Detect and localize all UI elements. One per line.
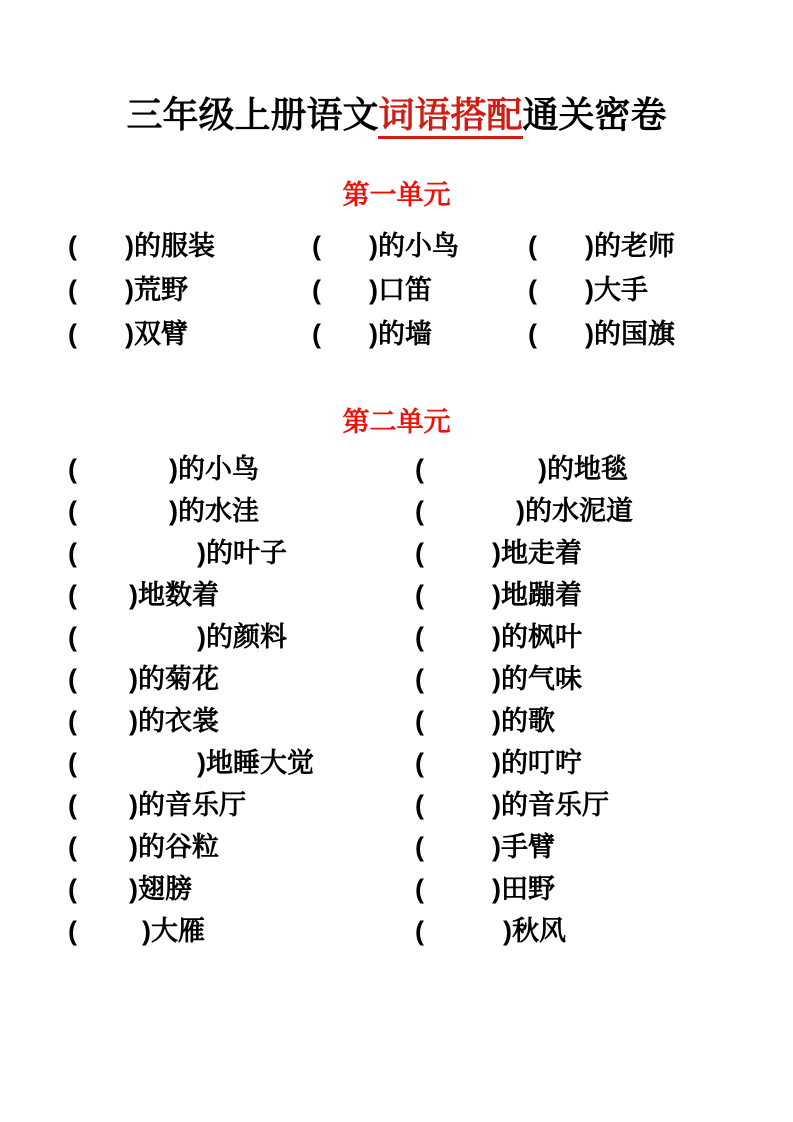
paren-close: ) [492, 874, 501, 905]
blank-item [415, 616, 793, 658]
paren-open: ( [68, 538, 77, 569]
paren-close: ) [492, 580, 501, 611]
paren-open: ( [415, 748, 424, 779]
paren-close: ) [125, 318, 134, 349]
paren-close: ) [369, 318, 378, 349]
paren-open: ( [68, 622, 77, 653]
answer-blank [321, 298, 369, 299]
blank-item [68, 448, 415, 490]
paren-open: ( [68, 832, 77, 863]
paren-open: ( [68, 496, 77, 527]
paren-open: ( [68, 454, 77, 485]
paren-open: ( [68, 874, 77, 905]
paren-open: ( [68, 706, 77, 737]
item-label: 的音乐厅 [138, 790, 246, 821]
paren-open: ( [312, 274, 321, 305]
item-label: 的叮咛 [501, 748, 582, 779]
paren-open: ( [528, 274, 537, 305]
page-title [0, 94, 793, 135]
paren-open: ( [68, 664, 77, 695]
answer-blank [424, 603, 492, 604]
blank-item [528, 224, 793, 268]
unit-1-heading: 第一单元 [342, 180, 451, 211]
paren-close: ) [169, 454, 178, 485]
item-label: 的菊花 [138, 664, 219, 695]
item-label: 田野 [501, 874, 555, 905]
answer-blank [77, 342, 125, 343]
paren-open: ( [528, 318, 537, 349]
answer-blank [424, 687, 492, 688]
item-label: 的衣裳 [138, 706, 219, 737]
paren-close: ) [369, 230, 378, 261]
blank-item [312, 268, 528, 312]
item-label: 的谷粒 [138, 832, 219, 863]
item-label: 的歌 [501, 706, 555, 737]
item-label: 的水泥道 [525, 496, 633, 527]
paren-close: ) [125, 274, 134, 305]
paren-close: ) [197, 622, 206, 653]
item-label: 的老师 [594, 230, 675, 261]
title-prefix: 三年级上册语文 [126, 94, 379, 135]
item-label: 的地毯 [547, 454, 628, 485]
blank-item [68, 312, 312, 356]
paren-close: ) [129, 706, 138, 737]
blank-item [68, 868, 415, 910]
answer-blank [321, 254, 369, 255]
paren-close: ) [492, 538, 501, 569]
item-label: 的枫叶 [501, 622, 582, 653]
paren-open: ( [528, 230, 537, 261]
blank-item [68, 574, 415, 616]
paren-open: ( [68, 916, 77, 947]
paren-open: ( [415, 622, 424, 653]
paren-close: ) [492, 622, 501, 653]
paren-close: ) [169, 496, 178, 527]
paren-close: ) [369, 274, 378, 305]
item-label: 的叶子 [206, 538, 287, 569]
item-label: 大雁 [151, 916, 205, 947]
blank-item [68, 658, 415, 700]
blank-item [415, 910, 793, 952]
blank-item [68, 490, 415, 532]
blank-item [415, 574, 793, 616]
paren-open: ( [415, 496, 424, 527]
paren-close: ) [197, 538, 206, 569]
paren-close: ) [585, 318, 594, 349]
blank-item [415, 742, 793, 784]
blank-item [528, 268, 793, 312]
title-highlight: 词语搭配 [378, 94, 522, 139]
answer-blank [77, 939, 142, 940]
answer-blank [77, 771, 197, 772]
blank-item [68, 224, 312, 268]
paren-close: ) [585, 230, 594, 261]
blank-item [415, 448, 793, 490]
blank-item [415, 826, 793, 868]
paren-open: ( [415, 538, 424, 569]
answer-blank [77, 603, 129, 604]
blank-item [415, 490, 793, 532]
paren-close: ) [492, 748, 501, 779]
answer-blank [77, 687, 129, 688]
item-label: 双臂 [134, 318, 188, 349]
blank-item [68, 700, 415, 742]
blank-item [312, 224, 528, 268]
paren-open: ( [415, 706, 424, 737]
blank-item [312, 312, 528, 356]
paren-close: ) [129, 664, 138, 695]
answer-blank [537, 298, 585, 299]
paren-close: ) [129, 874, 138, 905]
paren-open: ( [312, 318, 321, 349]
item-label: 翅膀 [138, 874, 192, 905]
blank-item [68, 616, 415, 658]
answer-blank [424, 645, 492, 646]
blank-item [415, 700, 793, 742]
answer-blank [77, 897, 129, 898]
paren-open: ( [415, 664, 424, 695]
paren-close: ) [142, 916, 151, 947]
answer-blank [424, 897, 492, 898]
blank-item [415, 658, 793, 700]
item-label: 的小鸟 [378, 230, 459, 261]
answer-blank [77, 477, 169, 478]
paren-close: ) [492, 790, 501, 821]
item-label: 的音乐厅 [501, 790, 609, 821]
answer-blank [77, 645, 197, 646]
item-label: 的国旗 [594, 318, 675, 349]
item-label: 地睡大觉 [206, 748, 314, 779]
blank-item [68, 910, 415, 952]
item-label: 的气味 [501, 664, 582, 695]
paren-close: ) [129, 580, 138, 611]
paren-open: ( [415, 832, 424, 863]
answer-blank [424, 561, 492, 562]
paren-open: ( [68, 790, 77, 821]
answer-blank [424, 729, 492, 730]
answer-blank [424, 939, 503, 940]
blank-item [68, 532, 415, 574]
blank-item [68, 742, 415, 784]
answer-blank [77, 519, 169, 520]
blank-item [68, 784, 415, 826]
title-suffix: 通关密卷 [522, 94, 667, 135]
answer-blank [321, 342, 369, 343]
unit-2-section [0, 406, 793, 952]
paren-open: ( [415, 454, 424, 485]
unit-2-grid [68, 448, 793, 952]
answer-blank [77, 855, 129, 856]
paren-close: ) [129, 832, 138, 863]
answer-blank [424, 813, 492, 814]
paren-close: ) [516, 496, 525, 527]
paren-close: ) [538, 454, 547, 485]
answer-blank [77, 298, 125, 299]
answer-blank [424, 771, 492, 772]
answer-blank [77, 729, 129, 730]
blank-item [68, 268, 312, 312]
item-label: 的服装 [134, 230, 215, 261]
item-label: 的水洼 [178, 496, 259, 527]
blank-item [528, 312, 793, 356]
paren-open: ( [68, 274, 77, 305]
unit-1-grid [68, 224, 793, 356]
paren-close: ) [503, 916, 512, 947]
item-label: 口笛 [378, 274, 432, 305]
blank-item [68, 826, 415, 868]
item-label: 的小鸟 [178, 454, 259, 485]
item-label: 的墙 [378, 318, 432, 349]
answer-blank [537, 342, 585, 343]
item-label: 的颜料 [206, 622, 287, 653]
paren-close: ) [585, 274, 594, 305]
paren-close: ) [492, 664, 501, 695]
item-label: 地蹦着 [501, 580, 582, 611]
paren-open: ( [415, 874, 424, 905]
item-label: 大手 [594, 274, 648, 305]
paren-close: ) [125, 230, 134, 261]
paren-open: ( [312, 230, 321, 261]
item-label: 地数着 [138, 580, 219, 611]
answer-blank [537, 254, 585, 255]
paren-open: ( [415, 580, 424, 611]
paren-open: ( [68, 748, 77, 779]
paren-close: ) [197, 748, 206, 779]
answer-blank [424, 477, 538, 478]
unit-1-section [0, 179, 793, 355]
answer-blank [77, 254, 125, 255]
paren-open: ( [68, 230, 77, 261]
paren-close: ) [129, 790, 138, 821]
blank-item [415, 784, 793, 826]
answer-blank [77, 813, 129, 814]
paren-close: ) [492, 832, 501, 863]
item-label: 地走着 [501, 538, 582, 569]
paren-open: ( [68, 580, 77, 611]
item-label: 手臂 [501, 832, 555, 863]
paren-open: ( [68, 318, 77, 349]
answer-blank [424, 855, 492, 856]
blank-item [415, 868, 793, 910]
answer-blank [77, 561, 197, 562]
paren-close: ) [492, 706, 501, 737]
item-label: 秋风 [512, 916, 566, 947]
paren-open: ( [415, 790, 424, 821]
answer-blank [424, 519, 516, 520]
unit-2-heading: 第二单元 [342, 406, 451, 437]
item-label: 荒野 [134, 274, 188, 305]
paren-open: ( [415, 916, 424, 947]
blank-item [415, 532, 793, 574]
